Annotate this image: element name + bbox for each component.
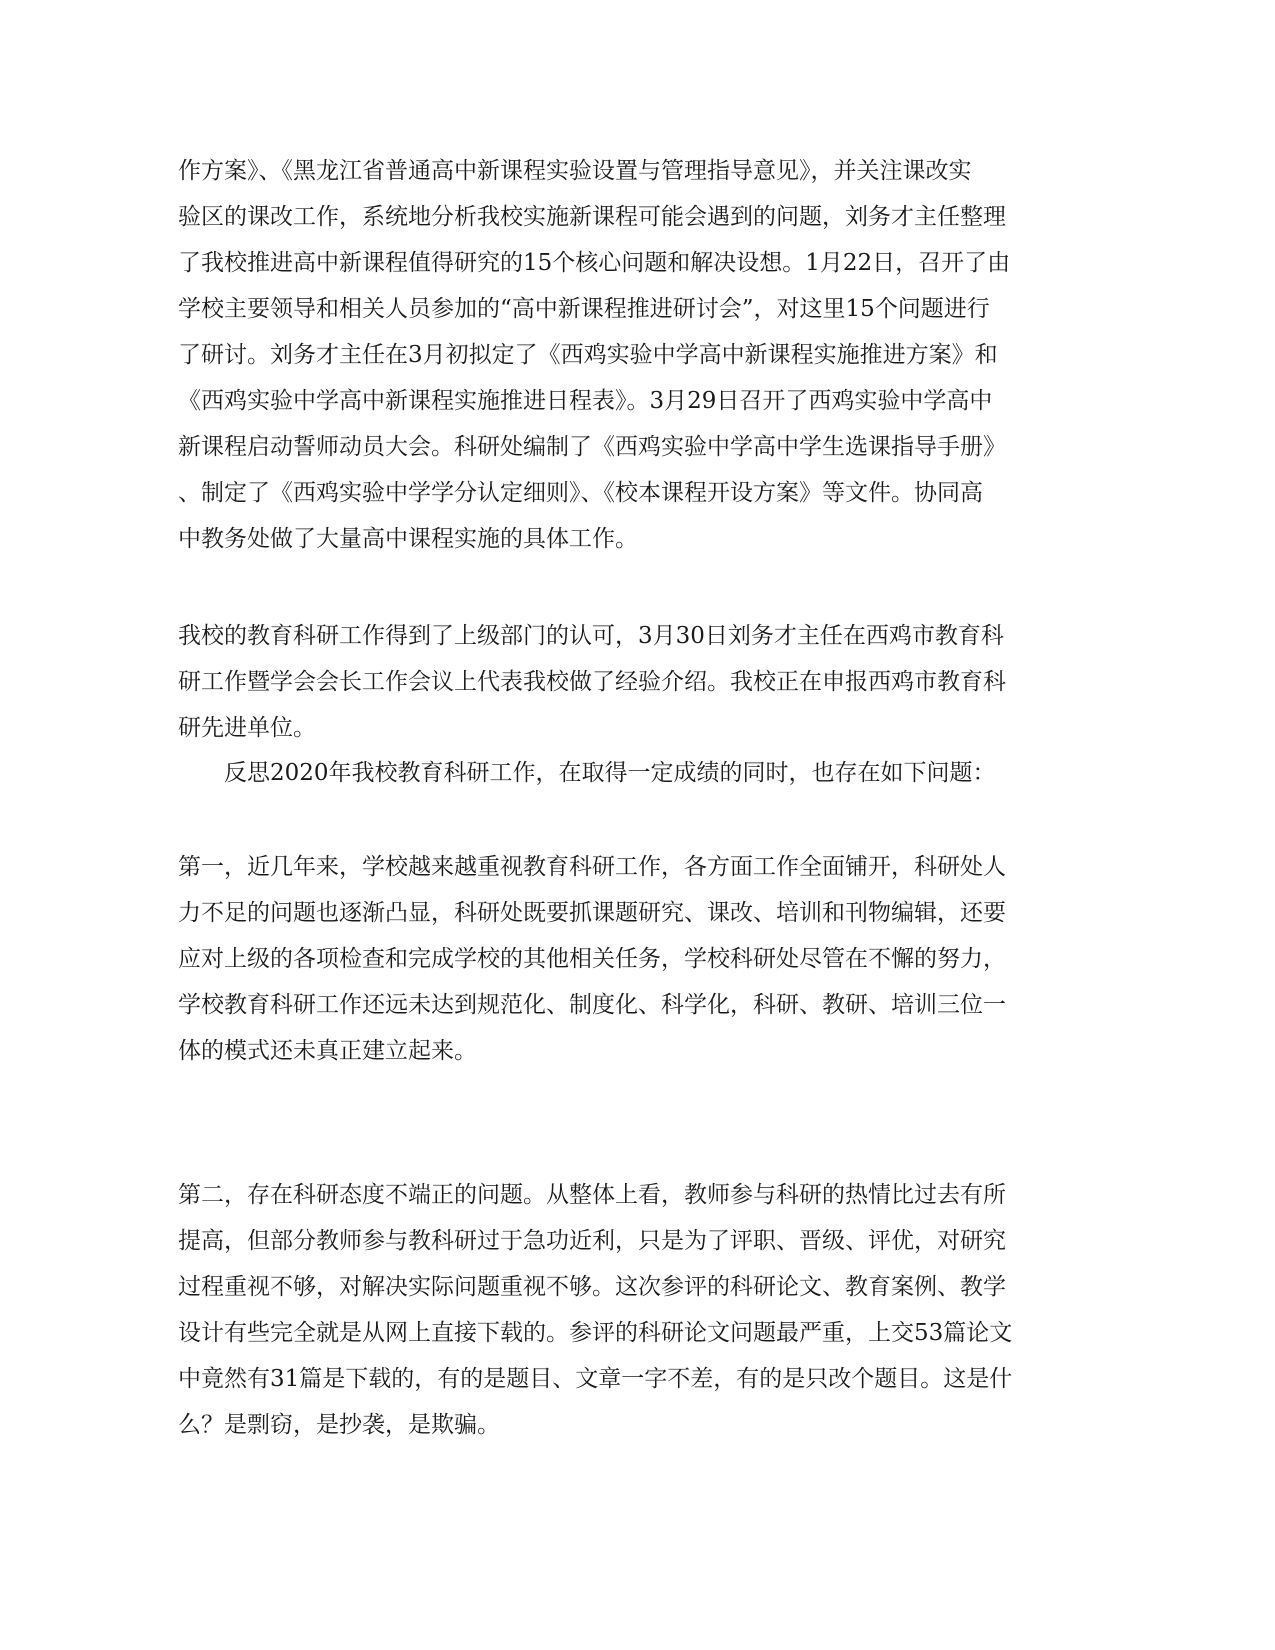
text-line: 么？是剽窃，是抄袭，是欺骗。 <box>178 1412 500 1438</box>
text-line: 力不足的问题也逐渐凸显，科研处既要抓课题研究、课改、培训和刊物编辑，还要 <box>178 900 1006 926</box>
text-line: 反思2020年我校教育科研工作，在取得一定成绩的同时，也存在如下问题： <box>224 760 996 786</box>
text-line: 中竟然有31篇是下载的，有的是题目、文章一字不差，有的是只改个题目。这是什 <box>178 1366 1013 1392</box>
text-line: 提高，但部分教师参与教科研过于急功近利，只是为了评职、晋级、评优，对研究 <box>178 1228 1006 1254</box>
text-line: 设计有些完全就是从网上直接下载的。参评的科研论文问题最严重，上交53篇论文 <box>178 1320 1013 1346</box>
text-line: 我校的教育科研工作得到了上级部门的认可，3月30日刘务才主任在西鸡市教育科 <box>178 623 1004 649</box>
text-line: 应对上级的各项检查和完成学校的其他相关任务，学校科研处尽管在不懈的努力， <box>178 946 1006 972</box>
paragraph-recognition <box>178 613 1043 751</box>
text-line: 体的模式还未真正建立起来。 <box>178 1038 477 1064</box>
text-line: 第一，近几年来，学校越来越重视教育科研工作，各方面工作全面铺开，科研处人 <box>178 854 1006 880</box>
paragraph-new-curriculum-work <box>178 148 1043 562</box>
text-line: 过程重视不够，对解决实际问题重视不够。这次参评的科研论文、教育案例、教学 <box>178 1274 1006 1300</box>
text-line: 研工作暨学会会长工作会议上代表我校做了经验介绍。我校正在申报西鸡市教育科 <box>178 669 1006 695</box>
text-line: 作方案》、《黑龙江省普通高中新课程实验设置与管理指导意见》，并关注课改实 <box>178 158 972 184</box>
text-line: 了研讨。刘务才主任在3月初拟定了《西鸡实验中学高中新课程实施推进方案》和 <box>178 342 998 368</box>
text-line: 第二，存在科研态度不端正的问题。从整体上看，教师参与科研的热情比过去有所 <box>178 1182 1006 1208</box>
paragraph-issue-one <box>178 844 1043 1074</box>
text-line: 了我校推进高中新课程值得研究的15个核心问题和解决设想。1月22日，召开了由 <box>178 250 1011 276</box>
paragraph-issue-two <box>178 1172 1043 1448</box>
text-line: 《西鸡实验中学高中新课程实施推进日程表》。3月29日召开了西鸡实验中学高中 <box>178 388 993 414</box>
text-line: 中教务处做了大量高中课程实施的具体工作。 <box>178 526 638 552</box>
paragraph-reflection-intro <box>178 750 1043 796</box>
text-line: 、制定了《西鸡实验中学学分认定细则》、《校本课程开设方案》等文件。协同高 <box>178 480 983 506</box>
text-line: 学校教育科研工作还远未达到规范化、制度化、科学化，科研、教研、培训三位一 <box>178 992 1006 1018</box>
text-line: 研先进单位。 <box>178 715 316 741</box>
text-line: 学校主要领导和相关人员参加的“高中新课程推进研讨会”，对这里15个问题进行 <box>178 296 990 322</box>
text-line: 验区的课改工作，系统地分析我校实施新课程可能会遇到的问题，刘务才主任整理 <box>178 204 1006 230</box>
text-line: 新课程启动誓师动员大会。科研处编制了《西鸡实验中学高中学生选课指导手册》 <box>178 434 1006 460</box>
